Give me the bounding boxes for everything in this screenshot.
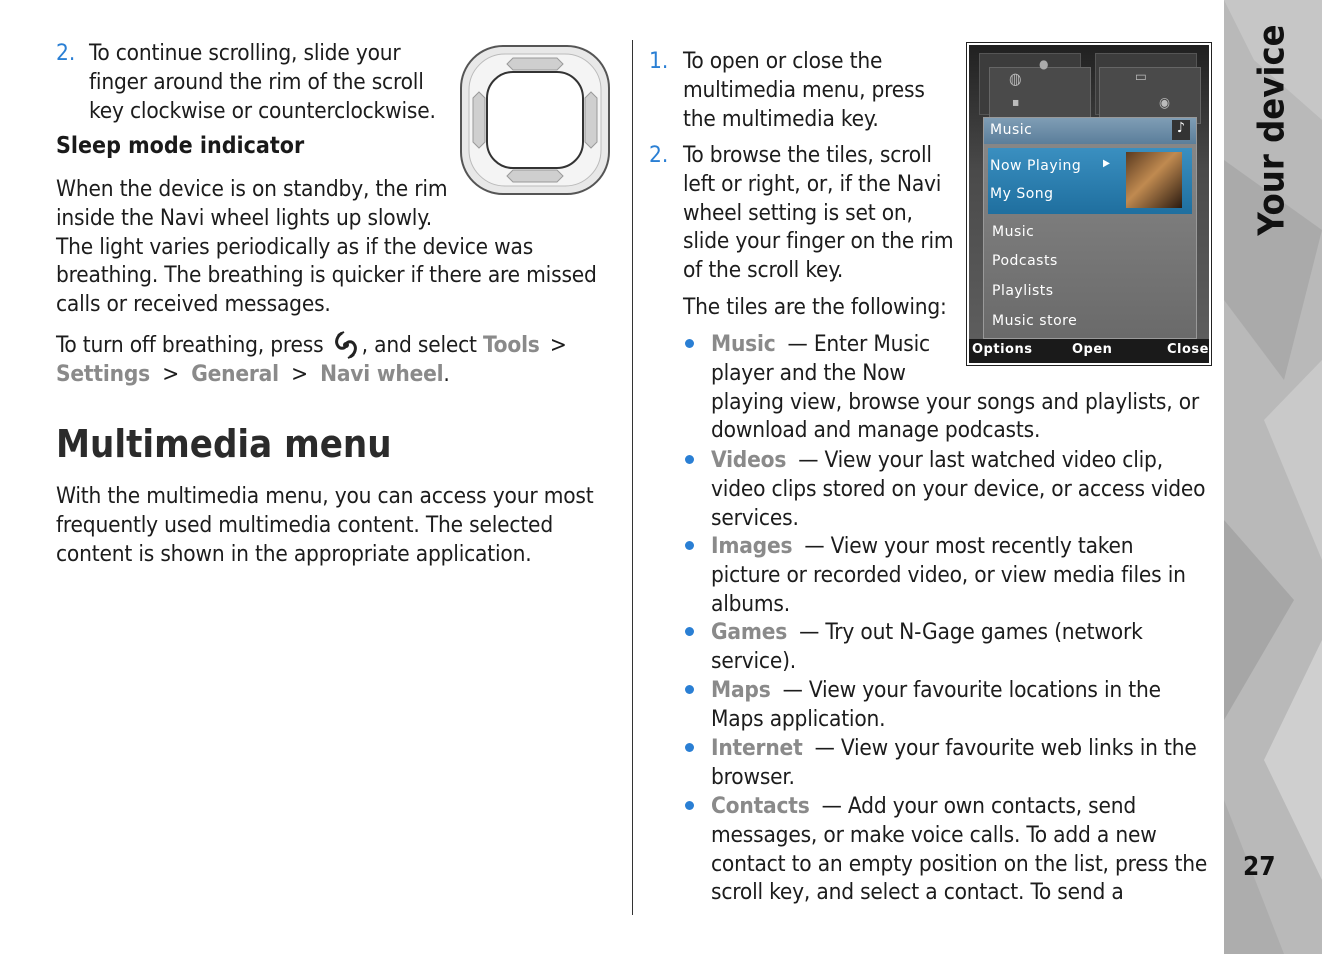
text-line: playing view, browse your songs and playlists, or bbox=[711, 388, 1200, 415]
text-line: service). bbox=[711, 647, 797, 674]
bullet-icon bbox=[685, 743, 694, 752]
text-line: To continue scrolling, slide your bbox=[89, 40, 401, 66]
text-line: content is shown in the appropriate application. bbox=[56, 540, 532, 567]
bullet-icon bbox=[685, 685, 694, 694]
text-line: The light varies periodically as if the device was bbox=[56, 233, 534, 260]
music-note-icon: ♪ bbox=[1172, 120, 1190, 140]
chapter-title: Your device bbox=[1251, 24, 1293, 236]
phone-screen bbox=[969, 45, 1209, 363]
text-line: To browse the tiles, scroll bbox=[683, 142, 932, 168]
text-line: Maps application. bbox=[711, 705, 886, 732]
text-line: To open or close the bbox=[683, 48, 883, 74]
text-fragment: — Try out N-Gage games (network bbox=[799, 619, 1143, 645]
text-line: wheel setting is set on, bbox=[683, 199, 913, 226]
step-text bbox=[683, 47, 925, 133]
list-item bbox=[711, 734, 1197, 792]
text-line: key clockwise or counterclockwise. bbox=[89, 97, 436, 124]
bullet-icon bbox=[685, 339, 694, 348]
song-title: My Song bbox=[990, 186, 1054, 202]
text-fragment: — Enter Music bbox=[787, 331, 930, 357]
text-line: messages, or make voice calls. To add a new bbox=[711, 821, 1157, 848]
music-header-title: Music bbox=[990, 122, 1033, 138]
text-fragment: — View your favourite locations in the bbox=[782, 677, 1161, 703]
text-fragment: . bbox=[443, 361, 450, 387]
tiles-intro: The tiles are the following: bbox=[683, 294, 947, 320]
now-playing-highlight[interactable] bbox=[988, 148, 1192, 214]
now-playing-label: Now Playing bbox=[990, 158, 1082, 174]
text-fragment: — View your favourite web links in the bbox=[814, 735, 1197, 761]
text-line: frequently used multimedia content. The selected bbox=[56, 511, 553, 538]
column-divider bbox=[632, 40, 633, 915]
text-fragment: — Add your own contacts, send bbox=[821, 793, 1137, 819]
text-line: contact to an empty position on the list, press the bbox=[711, 850, 1208, 877]
tile-name: Contacts bbox=[711, 793, 810, 819]
text-line: browser. bbox=[711, 763, 795, 790]
tile-name: Music bbox=[711, 331, 776, 357]
text-line: player and the Now bbox=[711, 359, 906, 386]
multimedia-menu-paragraph bbox=[56, 482, 593, 568]
text-line: With the multimedia menu, you can access your most bbox=[56, 483, 594, 509]
background-tile bbox=[989, 67, 1091, 124]
close-softkey[interactable]: Close bbox=[1167, 342, 1209, 357]
text-line: services. bbox=[711, 504, 799, 531]
open-softkey[interactable]: Open bbox=[1072, 342, 1113, 357]
contacts-icon: ▪ bbox=[1012, 95, 1020, 109]
menu-item-music-store[interactable]: Music store bbox=[992, 313, 1078, 329]
list-item bbox=[711, 618, 1143, 676]
list-item bbox=[711, 532, 1186, 618]
text-line: download and manage podcasts. bbox=[711, 417, 1041, 444]
bullet-icon bbox=[685, 801, 694, 810]
options-softkey[interactable]: Options bbox=[972, 342, 1033, 357]
menu-item-podcasts[interactable]: Podcasts bbox=[992, 253, 1058, 269]
text-line: inside the Navi wheel lights up slowly. bbox=[56, 204, 433, 231]
text-line: albums. bbox=[711, 590, 791, 617]
maps-icon: ● bbox=[1039, 57, 1049, 71]
menu-path-navi-wheel: Navi wheel bbox=[320, 361, 444, 387]
bullet-icon bbox=[685, 541, 694, 550]
text-fragment: — View your most recently taken bbox=[804, 533, 1134, 559]
globe-icon: ◍ bbox=[1009, 69, 1022, 88]
tile-name: Images bbox=[711, 533, 793, 559]
text-fragment: To turn off breathing, press bbox=[56, 332, 324, 358]
tile-name: Internet bbox=[711, 735, 803, 761]
sleep-mode-heading: Sleep mode indicator bbox=[56, 133, 305, 159]
bullet-icon bbox=[685, 627, 694, 636]
list-item bbox=[711, 792, 1207, 907]
tile-name: Games bbox=[711, 619, 788, 645]
menu-item-playlists[interactable]: Playlists bbox=[992, 283, 1054, 299]
path-separator: > bbox=[291, 361, 308, 387]
text-line: slide your finger on the rim bbox=[683, 228, 954, 255]
step-number: 1. bbox=[649, 48, 669, 74]
background-tile bbox=[1099, 67, 1201, 124]
bullet-icon bbox=[685, 455, 694, 464]
multimedia-menu-screenshot bbox=[966, 42, 1212, 366]
music-header-bar bbox=[984, 118, 1196, 144]
menu-key-icon bbox=[332, 330, 360, 360]
turn-off-paragraph bbox=[56, 330, 571, 389]
text-fragment: — View your last watched video clip, bbox=[798, 447, 1163, 473]
step-number: 2. bbox=[56, 40, 76, 66]
tile-name: Maps bbox=[711, 677, 771, 703]
music-tile-panel bbox=[983, 117, 1197, 339]
text-line: picture or recorded video, or view media files in bbox=[711, 561, 1186, 588]
text-line: scroll key, and select a contact. To send a bbox=[711, 879, 1124, 906]
camera-icon: ◉ bbox=[1159, 95, 1170, 111]
list-item bbox=[711, 446, 1205, 532]
text-fragment: , and select bbox=[361, 332, 477, 358]
step-text bbox=[683, 141, 953, 285]
text-line: the multimedia key. bbox=[683, 105, 879, 132]
text-line: When the device is on standby, the rim bbox=[56, 176, 448, 202]
play-icon: ▶ bbox=[1103, 158, 1110, 169]
menu-item-music[interactable]: Music bbox=[992, 224, 1035, 240]
list-item bbox=[711, 676, 1161, 734]
text-line: left or right, or, if the Navi bbox=[683, 170, 942, 197]
tile-name: Videos bbox=[711, 447, 787, 473]
path-separator: > bbox=[162, 361, 179, 387]
album-art-image bbox=[1126, 152, 1182, 208]
menu-path-general: General bbox=[191, 361, 279, 387]
images-icon: ▭ bbox=[1135, 69, 1147, 85]
step-number: 2. bbox=[649, 142, 669, 168]
step-text bbox=[89, 39, 436, 125]
text-line: calls or received messages. bbox=[56, 291, 331, 318]
text-line: video clips stored on your device, or access video bbox=[711, 475, 1206, 502]
page-number: 27 bbox=[1243, 852, 1276, 882]
menu-path-settings: Settings bbox=[56, 361, 150, 387]
multimedia-menu-heading: Multimedia menu bbox=[56, 422, 392, 466]
text-line: multimedia menu, press bbox=[683, 76, 925, 103]
path-separator: > bbox=[549, 332, 567, 358]
text-line: breathing. The breathing is quicker if there are missed bbox=[56, 262, 597, 289]
text-line: of the scroll key. bbox=[683, 257, 844, 284]
softkey-bar bbox=[969, 339, 1209, 363]
text-line: finger around the rim of the scroll bbox=[89, 68, 424, 95]
sleep-mode-paragraph bbox=[56, 175, 597, 319]
menu-path-tools: Tools bbox=[483, 332, 540, 358]
